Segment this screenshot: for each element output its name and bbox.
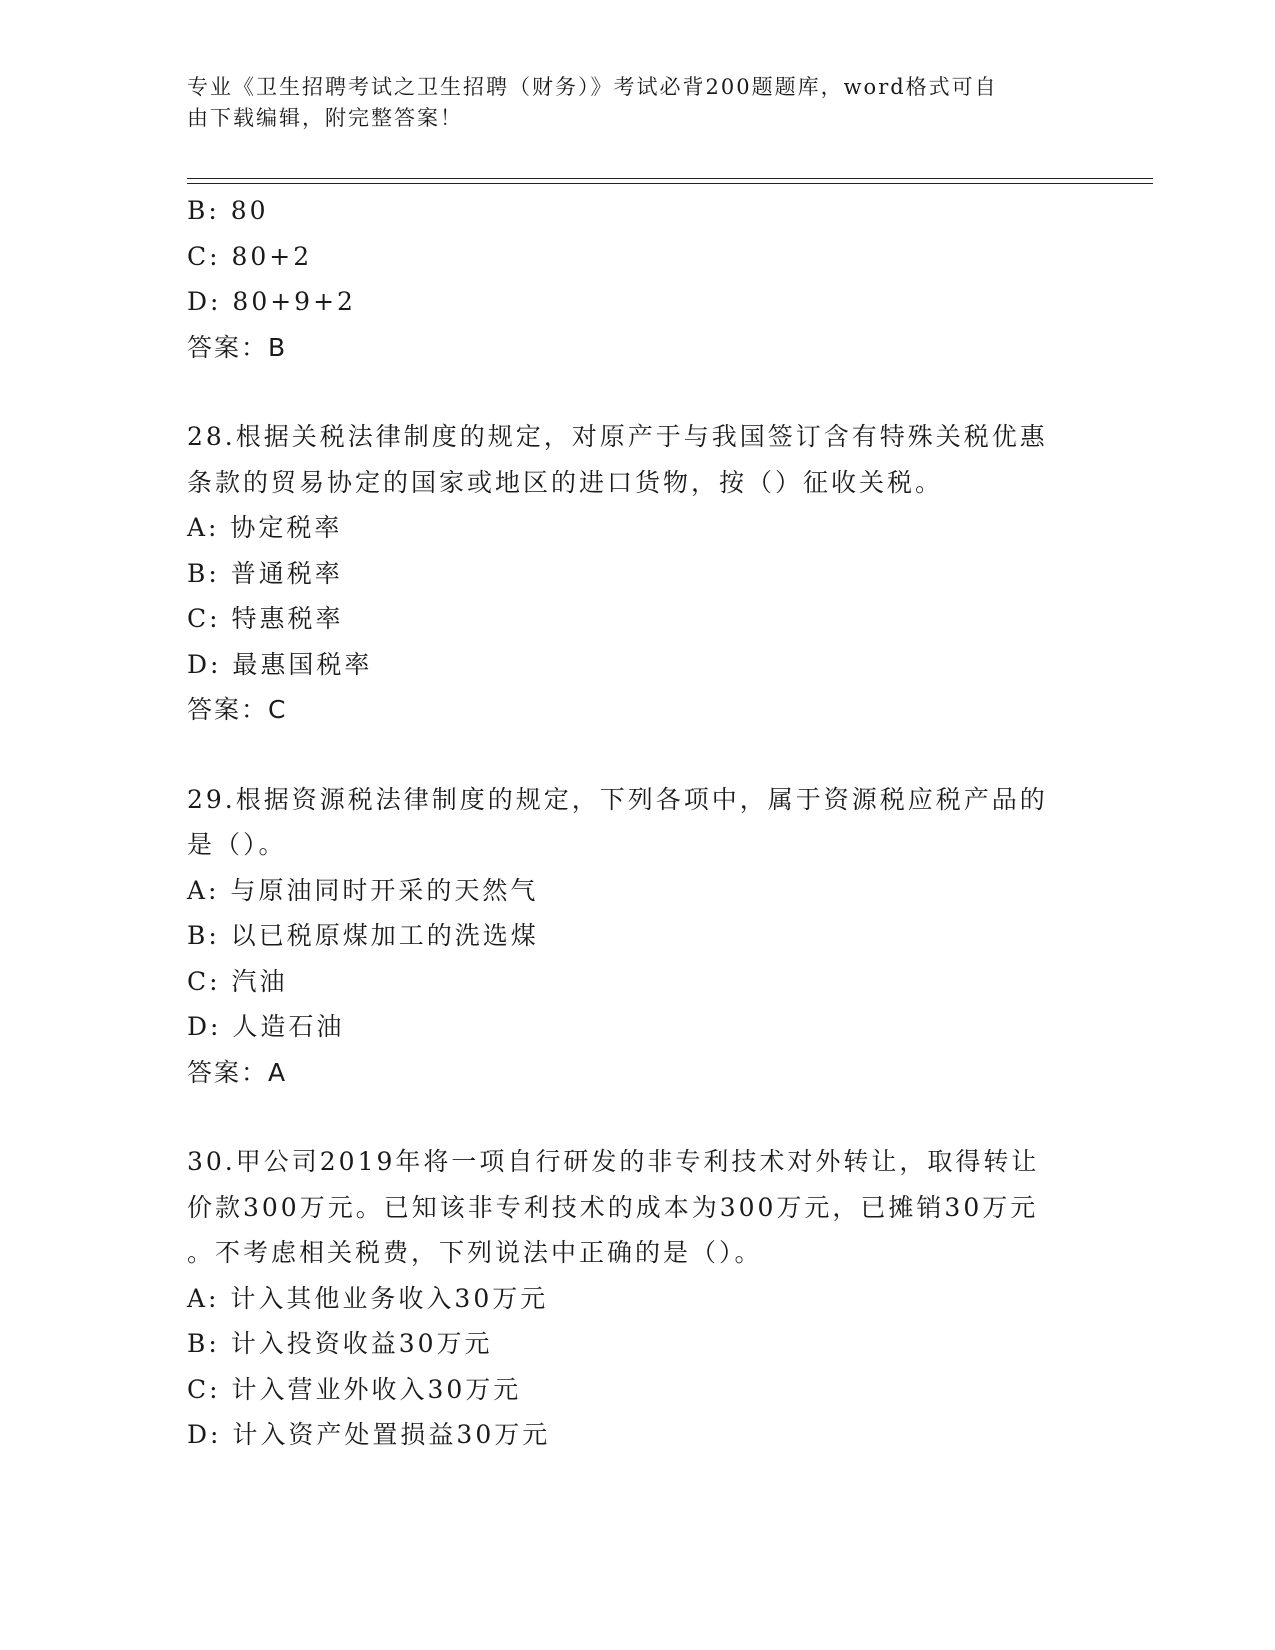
option-b: B: 以已税原煤加工的洗选煤 [187,921,539,950]
question-stem-line: 是（）。 [187,830,287,859]
option-b: B: 普通税率 [187,558,343,588]
option-a: A: 协定税率 [187,513,343,542]
answer-label: 答案：A [187,1057,288,1087]
document-header [187,72,1067,134]
question-stem-line: 条款的贸易协定的国家或地区的进口货物，按（）征收关税。 [187,467,944,497]
option-c: C: 计入营业外收入30万元 [187,1374,522,1404]
answer-label: 答案：B [187,332,288,362]
question-block-27 [187,188,1077,370]
option-d: D: 最惠国税率 [187,649,373,679]
option-b: B: 80 [187,196,269,225]
option-a: A: 计入其他业务收入30万元 [187,1283,549,1313]
header-line-2: 由下载编辑，附完整答案！ [187,106,463,130]
option-d: D: 人造石油 [187,1012,345,1041]
option-c: C: 80+2 [187,241,313,271]
question-block-28 [187,414,1077,733]
answer-label: 答案：C [187,695,288,724]
question-list [187,188,1077,1458]
question-block-30 [187,1139,1077,1458]
option-c: C: 特惠税率 [187,604,344,633]
header-divider-top [187,178,1153,179]
question-stem-line: 价款300万元。已知该非专利技术的成本为300万元，已摊销30万元 [187,1192,1039,1222]
question-stem-line: 29.根据资源税法律制度的规定，下列各项中，属于资源税应税产品的 [187,784,1048,814]
question-stem-line: 30.甲公司2019年将一项自行研发的非专利技术对外转让，取得转让 [187,1147,1040,1176]
option-a: A: 与原油同时开采的天然气 [187,875,539,905]
header-divider-bottom [187,183,1153,184]
header-line-1: 专业《卫生招聘考试之卫生招聘（财务）》考试必背200题题库，word格式可自 [187,75,998,99]
option-d: D: 计入资产处置损益30万元 [187,1420,551,1449]
option-d: D: 80+9+2 [187,287,356,316]
option-b: B: 计入投资收益30万元 [187,1329,493,1358]
option-c: C: 汽油 [187,966,288,996]
question-stem-line: 。不考虑相关税费，下列说法中正确的是（）。 [187,1238,763,1267]
question-block-29 [187,777,1077,1096]
question-stem-line: 28.根据关税法律制度的规定，对原产于与我国签订含有特殊关税优惠 [187,422,1048,451]
